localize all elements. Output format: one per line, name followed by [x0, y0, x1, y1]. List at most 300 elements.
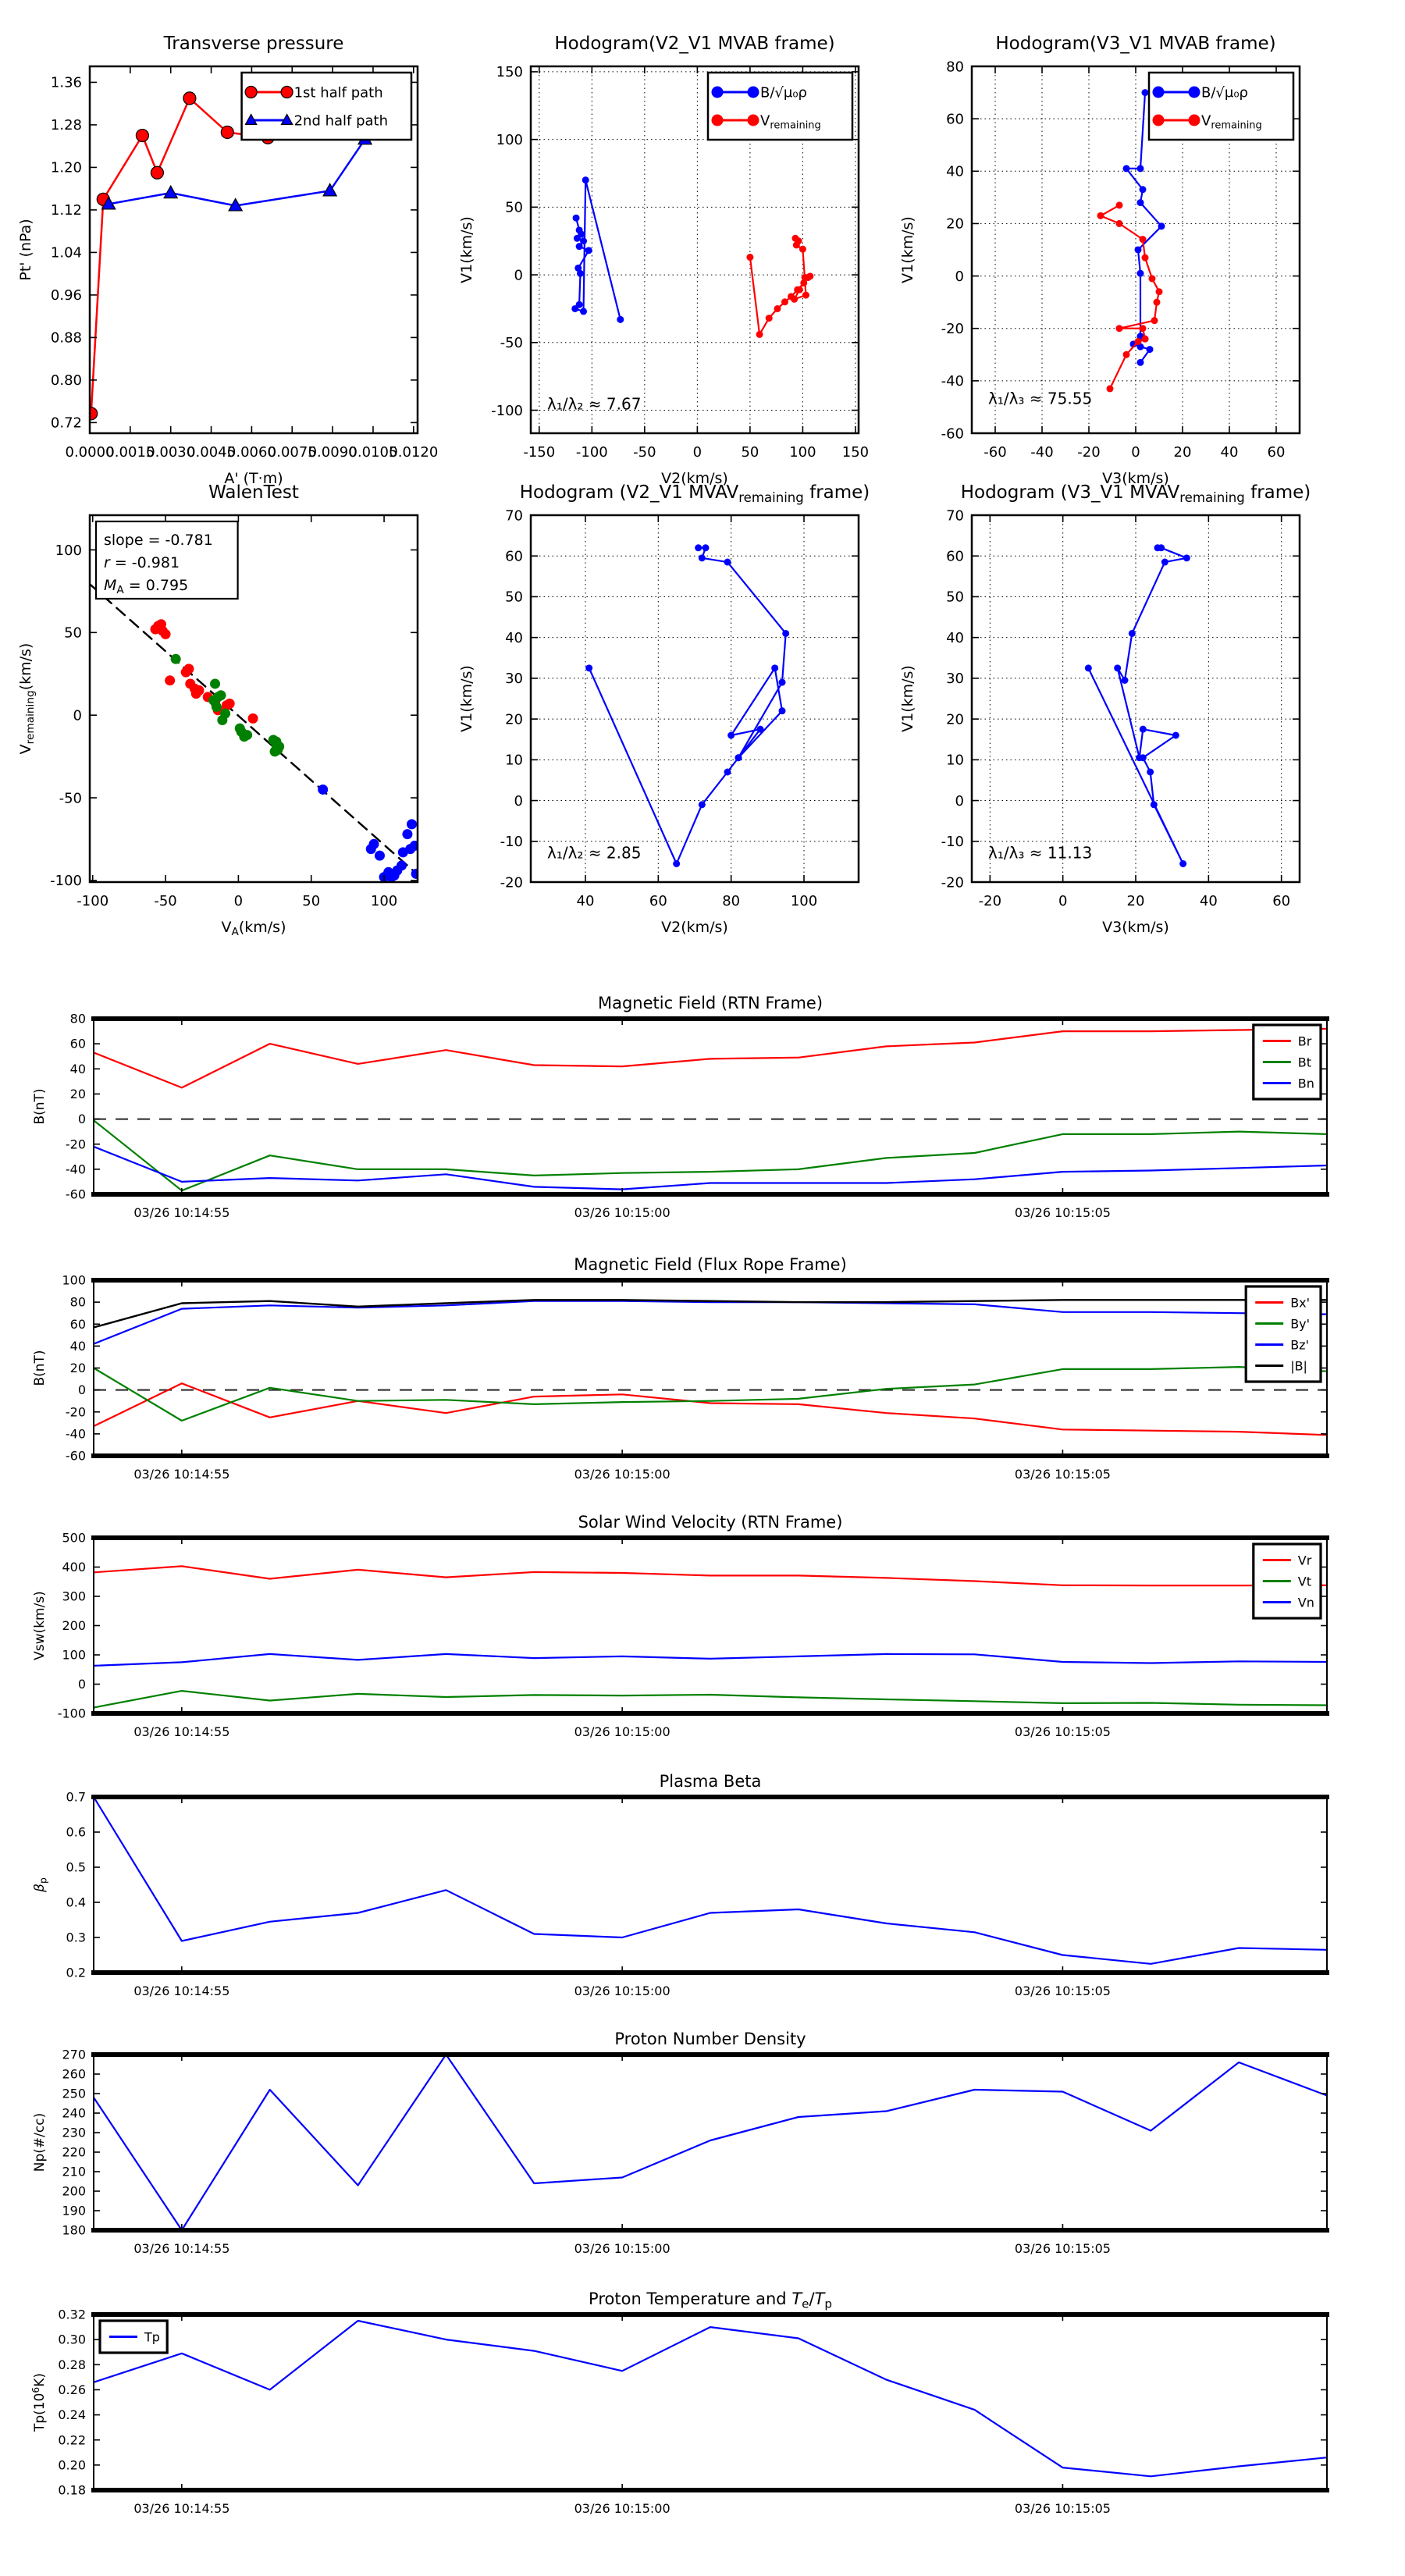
y-tick-label: 50	[64, 624, 82, 642]
marker-dot	[248, 713, 258, 724]
y-axis-label: $Tp(10^6K)$	[30, 2372, 48, 2432]
marker-dot	[782, 630, 789, 637]
marker-dot	[1122, 677, 1129, 684]
x-tick-label: 0.0090	[308, 444, 357, 461]
x-tick-label: 03/26 10:15:05	[1014, 1205, 1111, 1220]
marker-circle	[136, 130, 148, 142]
y-axis-label: V1(km/s)	[899, 665, 916, 732]
y-tick-label: -50	[59, 790, 82, 807]
y-tick-label: 80	[946, 59, 964, 76]
marker-circle	[245, 87, 257, 98]
lambda-annotation: λ₁/λ₃ ≈ 75.55	[988, 389, 1093, 408]
y-tick-label: 40	[69, 1061, 86, 1076]
x-tick-label: 03/26 10:15:00	[574, 1724, 670, 1739]
marker-dot	[1142, 89, 1149, 96]
marker-dot	[774, 305, 781, 312]
y-tick-label: 1.36	[50, 74, 82, 91]
x-tick-label: 03/26 10:14:55	[133, 2501, 230, 2516]
marker-dot	[779, 679, 786, 686]
y-tick-label: -10	[500, 834, 523, 851]
x-tick-label: -60	[984, 444, 1007, 461]
y-tick-label: 70	[946, 507, 964, 525]
y-tick-label: 0.3	[66, 1930, 86, 1945]
marker-dot	[1137, 165, 1144, 172]
panel-title: Solar Wind Velocity (RTN Frame)	[578, 1513, 843, 1532]
marker-dot	[585, 664, 592, 671]
x-tick-label: 80	[722, 893, 741, 909]
panel-plasma-beta	[32, 1772, 1329, 1998]
y-tick-label: 0	[77, 1382, 86, 1398]
panel-hodogram-v3v1-mvav	[899, 482, 1311, 936]
marker-dot	[574, 235, 581, 242]
x-tick-label: 0	[1131, 444, 1140, 461]
y-tick-label: 240	[62, 2105, 86, 2121]
y-tick-label: 0.32	[58, 2307, 86, 2322]
marker-dot	[1149, 275, 1156, 282]
y-tick-label: 70	[505, 507, 523, 525]
marker-dot	[1151, 801, 1158, 808]
series-Bz'	[94, 1301, 1327, 1344]
ticks	[94, 1280, 1327, 1456]
series-fit line	[90, 584, 418, 874]
series-layer	[94, 2321, 1327, 2476]
marker-dot	[1116, 220, 1123, 227]
y-tick-label: 60	[505, 548, 523, 565]
marker-dot	[271, 737, 281, 747]
legend-label: By'	[1290, 1316, 1311, 1332]
ticks	[94, 1797, 1327, 1973]
y-tick-label: 0.2	[66, 1965, 86, 1980]
x-tick-label: 0.0060	[226, 444, 276, 461]
marker-dot	[411, 869, 422, 879]
panel-hodogram-v3v1-mvab	[899, 34, 1300, 487]
marker-dot	[1137, 270, 1144, 277]
panel-proton-temperature	[30, 2290, 1329, 2516]
grid	[531, 515, 859, 882]
marker-dot	[220, 709, 230, 719]
grid	[972, 515, 1300, 882]
marker-dot	[799, 246, 806, 253]
y-tick-label: -50	[500, 335, 523, 352]
y-tick-label: 40	[946, 629, 964, 646]
y-tick-label: 0.20	[58, 2457, 86, 2473]
y-tick-label: -20	[65, 1137, 86, 1152]
marker-dot	[699, 801, 706, 808]
series-markers-V path	[585, 544, 789, 867]
series-Bn	[94, 1147, 1327, 1190]
marker-dot	[673, 860, 680, 867]
legend-label: Bn	[1297, 1076, 1314, 1091]
marker-dot	[225, 699, 235, 709]
x-tick-label: 60	[1267, 444, 1286, 461]
legend	[1254, 1544, 1321, 1618]
marker-dot	[1114, 664, 1121, 671]
panel-title: WalenTest	[208, 482, 299, 503]
marker-circle	[85, 407, 98, 420]
series-layer	[1085, 544, 1190, 867]
marker-dot	[318, 785, 328, 795]
y-tick-label: 0	[955, 792, 964, 809]
y-axis-label: V1(km/s)	[458, 216, 475, 283]
y-tick-label: 0.7	[66, 1789, 86, 1805]
y-tick-label: 30	[946, 671, 964, 688]
y-tick-label: 0.24	[58, 2407, 86, 2423]
y-tick-label: 50	[505, 589, 523, 606]
x-tick-label: 0	[233, 893, 244, 909]
panel-proton-density	[32, 2030, 1329, 2256]
marker-dot	[1107, 385, 1114, 392]
y-tick-label: 40	[505, 629, 523, 646]
legend-label: $V_{remaining}$	[760, 112, 821, 132]
marker-dot	[791, 235, 799, 242]
x-tick-label: 0	[1058, 893, 1068, 909]
x-tick-label: 03/26 10:15:00	[574, 1205, 670, 1220]
y-tick-label: 0	[514, 792, 523, 809]
y-tick-label: -60	[941, 425, 964, 443]
marker-dot	[699, 554, 706, 561]
y-tick-label: 60	[69, 1036, 86, 1051]
y-tick-label: 40	[69, 1338, 86, 1354]
y-tick-label: 250	[62, 2086, 86, 2101]
marker-dot	[1142, 336, 1149, 343]
x-tick-label: 03/26 10:15:00	[574, 2501, 670, 2516]
legend-label: Tp	[144, 2329, 160, 2345]
axes-frame	[972, 515, 1300, 882]
marker-dot	[1189, 87, 1200, 98]
x-tick-label: 0	[692, 444, 702, 461]
y-axis-label: Np(#/cc)	[32, 2112, 48, 2172]
x-tick-label: 03/26 10:15:00	[574, 1467, 670, 1482]
ticks	[94, 1538, 1327, 1713]
legend	[100, 2321, 167, 2353]
marker-dot	[1085, 664, 1092, 671]
series-Tp	[94, 2321, 1327, 2476]
x-tick-label: 03/26 10:15:00	[574, 1984, 670, 1998]
axes-frame	[531, 515, 859, 882]
marker-dot	[1147, 346, 1154, 353]
x-tick-label: 03/26 10:14:55	[133, 1984, 230, 1998]
x-tick-label: 50	[741, 444, 759, 461]
marker-dot	[712, 115, 724, 126]
y-tick-label: 60	[946, 111, 964, 128]
marker-dot	[1147, 769, 1154, 776]
y-tick-label: 180	[62, 2222, 86, 2238]
series-V path	[1088, 548, 1186, 864]
y-tick-label: 10	[946, 752, 964, 769]
x-tick-label: 0.0030	[146, 444, 196, 461]
series-markers-1st half path	[85, 92, 379, 420]
stats-box	[96, 521, 238, 599]
marker-dot	[576, 243, 583, 250]
y-axis-label: Vsw(km/s)	[32, 1591, 48, 1660]
x-tick-label: 03/26 10:15:05	[1014, 1984, 1111, 1998]
legend-label: |B|	[1290, 1358, 1307, 1374]
marker-dot	[756, 331, 763, 338]
panel-mag-rtn	[32, 994, 1329, 1220]
marker-dot	[724, 559, 731, 566]
legend-label: Bx'	[1290, 1295, 1311, 1311]
marker-dot	[796, 286, 803, 294]
y-tick-label: 210	[62, 2164, 86, 2179]
y-tick-label: 1.04	[50, 244, 82, 262]
marker-dot	[1183, 554, 1190, 561]
legend	[1246, 1286, 1321, 1382]
series-layer	[94, 1029, 1327, 1190]
x-tick-label: 100	[370, 893, 398, 909]
y-tick-label: 0.96	[50, 287, 82, 304]
marker-dot	[375, 851, 385, 861]
y-tick-label: 300	[62, 1589, 86, 1604]
y-tick-label: 200	[62, 1618, 86, 1634]
marker-dot	[1135, 247, 1142, 254]
x-tick-label: -20	[978, 893, 1002, 909]
marker-dot	[1153, 115, 1165, 126]
marker-dot	[1123, 165, 1130, 172]
legend-label: Vn	[1297, 1595, 1314, 1610]
y-tick-label: 0.72	[50, 415, 82, 432]
marker-dot	[1137, 199, 1144, 206]
y-tick-label: -60	[65, 1448, 86, 1464]
panel-vsw-rtn	[32, 1513, 1329, 1739]
y-tick-label: -40	[65, 1426, 86, 1442]
marker-dot	[1136, 754, 1143, 761]
marker-dot	[216, 690, 226, 700]
y-axis-label: V1(km/s)	[899, 216, 916, 283]
panel-title: Plasma Beta	[659, 1772, 762, 1791]
marker-dot	[748, 87, 759, 98]
y-tick-label: 1.28	[50, 117, 82, 134]
x-tick-label: 03/26 10:14:55	[133, 1467, 230, 1482]
x-axis-label: V2(km/s)	[661, 470, 728, 487]
legend-label: $V_{remaining}$	[1201, 112, 1262, 132]
y-tick-label: 1.20	[50, 159, 82, 176]
x-tick-label: 40	[576, 893, 595, 909]
marker-dot	[748, 115, 759, 126]
y-tick-label: 190	[62, 2203, 86, 2218]
y-tick-label: 0	[514, 267, 523, 284]
y-tick-label: 260	[62, 2066, 86, 2082]
legend-box	[242, 73, 411, 140]
y-tick-label: 150	[496, 64, 523, 81]
y-tick-label: 400	[62, 1560, 86, 1575]
y-axis-label: B(nT)	[32, 1350, 48, 1386]
stats-line: $M_A = 0.795$	[104, 577, 189, 597]
series-Bt	[94, 1120, 1327, 1190]
ticks	[94, 2314, 1327, 2490]
y-tick-label: 0	[77, 1677, 86, 1692]
panel-title: Hodogram(V3_V1 MVAB frame)	[995, 34, 1276, 54]
marker-dot	[210, 678, 220, 688]
marker-circle	[281, 87, 293, 98]
legend-label: Br	[1297, 1034, 1312, 1049]
x-tick-label: 60	[1272, 893, 1291, 909]
marker-dot	[212, 702, 222, 712]
marker-dot	[397, 860, 407, 870]
series-Vn	[94, 1654, 1327, 1666]
marker-dot	[1179, 860, 1186, 867]
marker-dot	[165, 675, 175, 685]
panel-title: Magnetic Field (Flux Rope Frame)	[574, 1255, 847, 1274]
x-tick-label: 03/26 10:14:55	[133, 2241, 230, 2256]
y-tick-label: 0.88	[50, 329, 82, 347]
marker-dot	[577, 270, 584, 277]
x-tick-label: 20	[1126, 893, 1145, 909]
y-tick-label: 50	[946, 589, 964, 606]
series-layer	[94, 1300, 1327, 1435]
series-layer	[94, 1566, 1327, 1707]
x-axis-label: V3(km/s)	[1102, 470, 1169, 487]
y-tick-label: 60	[69, 1316, 86, 1332]
marker-dot	[161, 629, 171, 639]
y-tick-label: 80	[69, 1294, 86, 1310]
x-tick-label: 03/26 10:15:00	[574, 2241, 670, 2256]
y-tick-label: 80	[69, 1011, 86, 1026]
x-tick-label: 60	[649, 893, 667, 909]
y-tick-label: 20	[946, 215, 964, 233]
y-tick-label: 20	[69, 1087, 86, 1102]
marker-circle	[151, 166, 163, 179]
marker-dot	[1116, 325, 1123, 332]
x-tick-label: 40	[1199, 893, 1218, 909]
marker-dot	[746, 254, 753, 261]
marker-dot	[1140, 325, 1147, 332]
legend	[242, 73, 411, 140]
marker-dot	[1158, 222, 1165, 229]
lambda-annotation: λ₁/λ₃ ≈ 11.13	[988, 843, 1093, 863]
series-B/√μ₀ρ	[575, 180, 621, 320]
x-tick-label: 03/26 10:14:55	[133, 1724, 230, 1739]
marker-dot	[1154, 544, 1161, 551]
y-tick-label: 0	[73, 707, 82, 724]
panel-title: Proton Number Density	[614, 2030, 806, 2048]
ticks	[94, 2055, 1327, 2230]
y-tick-label: 0.26	[58, 2382, 86, 2398]
marker-dot	[573, 215, 580, 222]
y-tick-label: -40	[65, 1162, 86, 1177]
y-tick-label: -100	[491, 402, 523, 419]
marker-dot	[757, 726, 764, 733]
y-tick-label: 0.22	[58, 2432, 86, 2448]
series-beta p	[94, 1797, 1327, 1964]
y-tick-label: 230	[62, 2125, 86, 2140]
marker-dot	[402, 829, 412, 839]
y-tick-label: 20	[946, 711, 964, 728]
y-tick-label: 10	[505, 752, 523, 769]
x-tick-label: 20	[1173, 444, 1192, 461]
series-layer	[90, 584, 422, 882]
y-tick-label: 100	[62, 1647, 86, 1663]
stats-line: slope = -0.781	[104, 532, 213, 549]
marker-dot	[171, 654, 181, 664]
y-tick-label: 50	[505, 199, 523, 216]
x-tick-label: 100	[789, 444, 816, 461]
panel-title: Magnetic Field (RTN Frame)	[597, 994, 823, 1012]
y-tick-label: 0.18	[58, 2482, 86, 2498]
legend-label: 1st half path	[293, 84, 383, 101]
y-tick-label: 220	[62, 2144, 86, 2160]
x-axis-label: V2(km/s)	[661, 919, 728, 936]
y-tick-label: 270	[62, 2047, 86, 2062]
marker-dot	[724, 769, 731, 776]
x-tick-label: 40	[1220, 444, 1239, 461]
series-V remaining	[750, 238, 810, 334]
x-tick-label: 50	[302, 893, 321, 909]
x-tick-label: 0.0120	[389, 444, 439, 461]
y-tick-label: -40	[941, 373, 964, 390]
x-tick-label: 03/26 10:14:55	[133, 1205, 230, 1220]
marker-dot	[781, 298, 788, 305]
x-tick-label: 0.0000	[65, 444, 115, 461]
y-tick-label: -10	[941, 834, 964, 851]
x-tick-label: -150	[523, 444, 556, 461]
x-tick-label: 0.0105	[348, 444, 398, 461]
x-tick-label: 03/26 10:15:05	[1014, 2501, 1111, 2516]
y-tick-label: 0.5	[66, 1859, 86, 1875]
ticks	[972, 515, 1300, 882]
y-tick-label: 100	[55, 542, 82, 559]
x-tick-label: 03/26 10:15:05	[1014, 2241, 1111, 2256]
marker-dot	[242, 730, 252, 740]
series-markers-V path	[1085, 544, 1190, 867]
y-tick-label: 0	[955, 268, 964, 285]
y-tick-label: 100	[496, 131, 523, 148]
y-tick-label: 20	[69, 1361, 86, 1376]
marker-dot	[735, 754, 742, 761]
series-Br	[94, 1029, 1327, 1088]
panel-title: Transverse pressure	[163, 34, 344, 54]
y-tick-label: -20	[941, 874, 964, 891]
marker-dot	[1140, 726, 1147, 733]
series-V remaining	[1101, 205, 1159, 389]
marker-dot	[585, 247, 592, 254]
marker-dot	[695, 544, 702, 551]
y-tick-label: -100	[57, 1706, 86, 1721]
x-tick-label: -50	[633, 444, 656, 461]
panel-title: Hodogram (V2_V1 $MVAV_{remaining}$ frame)	[519, 482, 870, 506]
marker-dot	[194, 685, 205, 696]
series-Vr	[94, 1566, 1327, 1585]
marker-dot	[1153, 87, 1165, 98]
marker-dot	[702, 544, 710, 551]
stats-line: r = -0.981	[104, 554, 180, 571]
series-layer	[571, 176, 813, 338]
marker-dot	[617, 316, 624, 323]
y-tick-label: 0.80	[50, 372, 82, 390]
series-layer	[94, 1797, 1327, 1964]
lambda-annotation: λ₁/λ₂ ≈ 7.67	[547, 394, 642, 414]
y-tick-label: -100	[50, 873, 82, 890]
series-layer	[585, 544, 789, 867]
y-tick-label: -60	[65, 1187, 86, 1202]
x-tick-label: 100	[790, 893, 818, 909]
marker-dot	[1097, 212, 1104, 219]
legend-label: Bz'	[1290, 1337, 1309, 1353]
x-tick-label: -100	[575, 444, 608, 461]
marker-dot	[369, 839, 379, 849]
marker-dot	[407, 819, 417, 829]
y-tick-label: -20	[500, 874, 523, 891]
legend	[708, 73, 852, 140]
y-axis-label: Pt' (nPa)	[17, 219, 34, 281]
marker-dot	[1137, 359, 1144, 366]
series-layer	[94, 2055, 1327, 2230]
ticks	[531, 515, 859, 882]
series-V path	[589, 548, 786, 864]
marker-dot	[771, 664, 778, 671]
legend-label: Vt	[1297, 1574, 1312, 1589]
marker-dot	[1129, 630, 1136, 637]
legend-label: B/√μ₀ρ	[760, 84, 807, 101]
